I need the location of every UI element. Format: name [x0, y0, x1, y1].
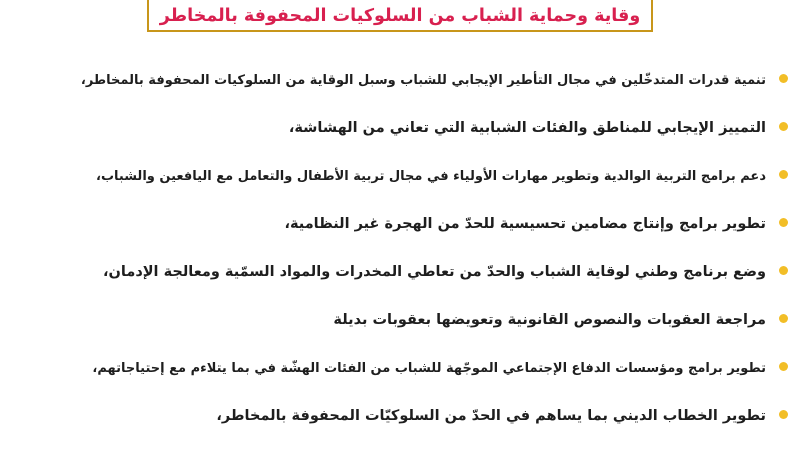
list-item-text: التمييز الإيجابي للمناطق والفئات الشبابية التي تعاني من الهشاشة، [288, 120, 766, 136]
list-item [80, 252, 766, 300]
bullet-dot-icon [779, 74, 788, 83]
bullet-dot-icon [779, 218, 788, 227]
bullet-dot-icon [779, 410, 788, 419]
list-item-text: تنمية قدرات المتدخّلين في مجال التأطير الإيجابي للشباب وسبل الوقاية من السلوكيات المحفوفة بالمخاطر، [80, 72, 766, 88]
bullet-dot-icon [779, 362, 788, 371]
list-item-text: دعم برامج التربية الوالدية وتطوير مهارات الأولياء في مجال تربية الأطفال والتعامل مع اليافعين والشباب، [96, 168, 766, 184]
list-item [80, 108, 766, 156]
list-item-text: تطوير الخطاب الديني بما يساهم في الحدّ من السلوكيّات المحفوفة بالمخاطر، [216, 408, 766, 424]
list-item [80, 156, 766, 204]
bullet-dot-icon [779, 170, 788, 179]
list-item [80, 60, 766, 108]
list-item [80, 204, 766, 252]
bullet-dot-icon [779, 266, 788, 275]
recommendations-list [80, 60, 766, 444]
list-item-text: تطوير برامج ومؤسسات الدفاع الإجتماعي الموجّهة للشباب من الفئات الهشّة في بما يتلاءم مع إحتياجاتهم، [92, 360, 766, 376]
list-item-text: وضع برنامج وطني لوقاية الشباب والحدّ من تعاطي المخدرات والمواد السمّية ومعالجة الإدمان، [103, 264, 766, 280]
page-title: وقاية وحماية الشباب من السلوكيات المحفوفة بالمخاطر [159, 6, 641, 26]
bullet-dot-icon [779, 314, 788, 323]
bullet-dot-icon [779, 122, 788, 131]
title-frame [147, 0, 653, 32]
list-item-text: مراجعة العقوبات والنصوص القانونية وتعويضها بعقوبات بديلة [333, 312, 766, 328]
list-item [80, 348, 766, 396]
list-item [80, 300, 766, 348]
list-item-text: تطوير برامج وإنتاج مضامين تحسيسية للحدّ من الهجرة غير النظامية، [284, 216, 766, 232]
list-item [80, 396, 766, 444]
